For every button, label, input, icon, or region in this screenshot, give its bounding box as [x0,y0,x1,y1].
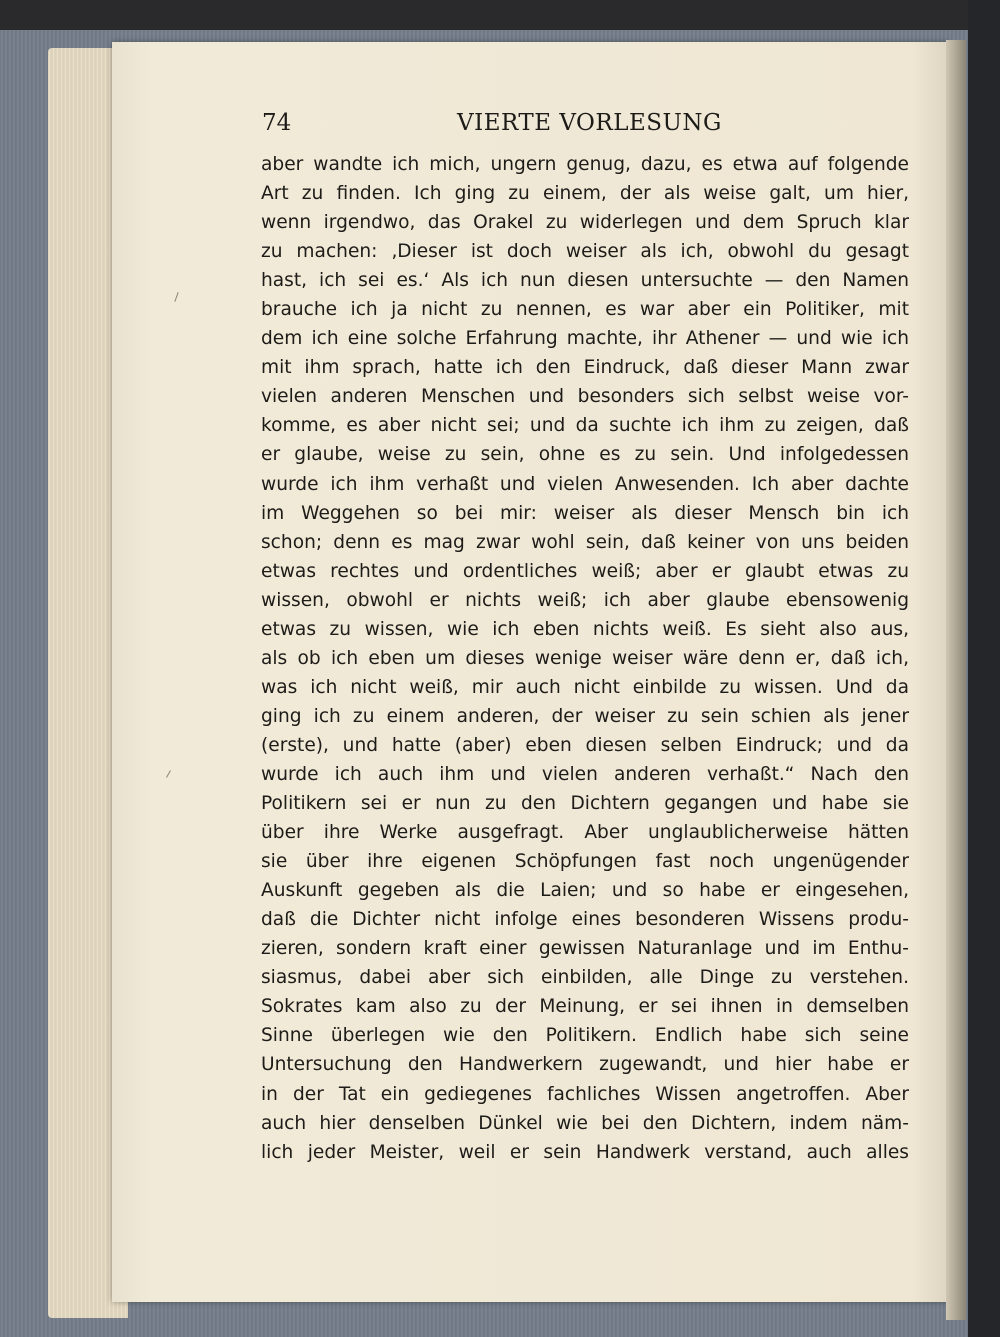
text-line: Art zu finden. Ich ging zu einem, der als weise galt, um hier, [261,183,909,205]
page-header [262,110,907,144]
page-number: 74 [262,110,292,136]
text-line: hast, ich sei es.‘ Als ich nun diesen untersuchte — den Namen [261,270,909,292]
text-line: schon; denn es mag zwar wohl sein, daß keiner von uns beiden [261,531,909,553]
text-line: zieren, sondern kraft einer gewissen Naturanlage und im Enthu- [261,938,909,960]
text-line: Auskunft gegeben als die Laien; und so habe er eingesehen, [261,880,909,902]
facing-cover-edge [968,0,1000,1337]
text-line: wurde ich auch ihm und vielen anderen verhaßt.“ Nach den [261,763,909,785]
book-gutter [946,40,966,1320]
text-line: (erste), und hatte (aber) eben diesen selben Eindruck; und da [261,734,909,756]
text-line: über ihre Werke ausgefragt. Aber unglaublicherweise hätten [261,822,909,844]
body-text [261,150,909,1167]
text-line: Untersuchung den Handwerkern zugewandt, und hier habe er [261,1054,909,1076]
text-line: mit ihm sprach, hatte ich den Eindruck, daß dieser Mann zwar [261,357,909,379]
text-line: komme, es aber nicht sei; und da suchte ich ihm zu zeigen, daß [261,415,909,437]
text-line: in der Tat ein gediegenes fachliches Wissen angetroffen. Aber [261,1083,909,1105]
text-line: als ob ich eben um dieses wenige weiser wäre denn er, daß ich, [261,647,909,669]
text-line: zu machen: ‚Dieser ist doch weiser als ich, obwohl du gesagt [261,241,909,263]
text-line: daß die Dichter nicht infolge eines besonderen Wissens produ- [261,909,909,931]
text-line: dem ich eine solche Erfahrung machte, ihr Athener — und wie ich [261,328,909,350]
text-line: wurde ich ihm verhaßt und vielen Anwesenden. Ich aber dachte [261,473,909,495]
text-line: er glaube, weise zu sein, ohne es zu sein. Und infolgedessen [261,444,909,466]
text-line: brauche ich ja nicht zu nennen, es war aber ein Politiker, mit [261,299,909,321]
text-line: wissen, obwohl er nichts weiß; ich aber glaube ebensowenig [261,589,909,611]
text-line: vielen anderen Menschen und besonders sich selbst weise vor- [261,386,909,408]
text-line: wenn irgendwo, das Orakel zu widerlegen und dem Spruch klar [261,212,909,234]
text-line: etwas rechtes und ordentliches weiß; aber er glaubt etwas zu [261,560,909,582]
text-line: siasmus, dabei aber sich einbilden, alle Dinge zu verstehen. [261,967,909,989]
text-line: auch hier denselben Dünkel wie bei den Dichtern, indem näm- [261,1112,909,1134]
text-line: Sinne überlegen wie den Politikern. Endlich habe sich seine [261,1025,909,1047]
text-line: was ich nicht weiß, mir auch nicht einbilde zu wissen. Und da [261,676,909,698]
text-line: etwas zu wissen, wie ich eben nichts weiß. Es sieht also aus, [261,618,909,640]
text-line: Sokrates kam also zu der Meinung, er sei ihnen in demselben [261,996,909,1018]
running-head: VIERTE VORLESUNG [457,110,722,136]
text-line: aber wandte ich mich, ungern genug, dazu, es etwa auf folgende [261,154,909,175]
text-line: im Weggehen so bei mir: weiser als dieser Mensch bin ich [261,502,909,524]
text-line: lich jeder Meister, weil er sein Handwerk verstand, auch alles [261,1141,909,1163]
text-line: Politikern sei er nun zu den Dichtern gegangen und habe sie [261,793,909,815]
text-line: sie über ihre eigenen Schöpfungen fast noch ungenügender [261,851,909,873]
text-line: ging ich zu einem anderen, der weiser zu sein schien als jener [261,705,909,727]
